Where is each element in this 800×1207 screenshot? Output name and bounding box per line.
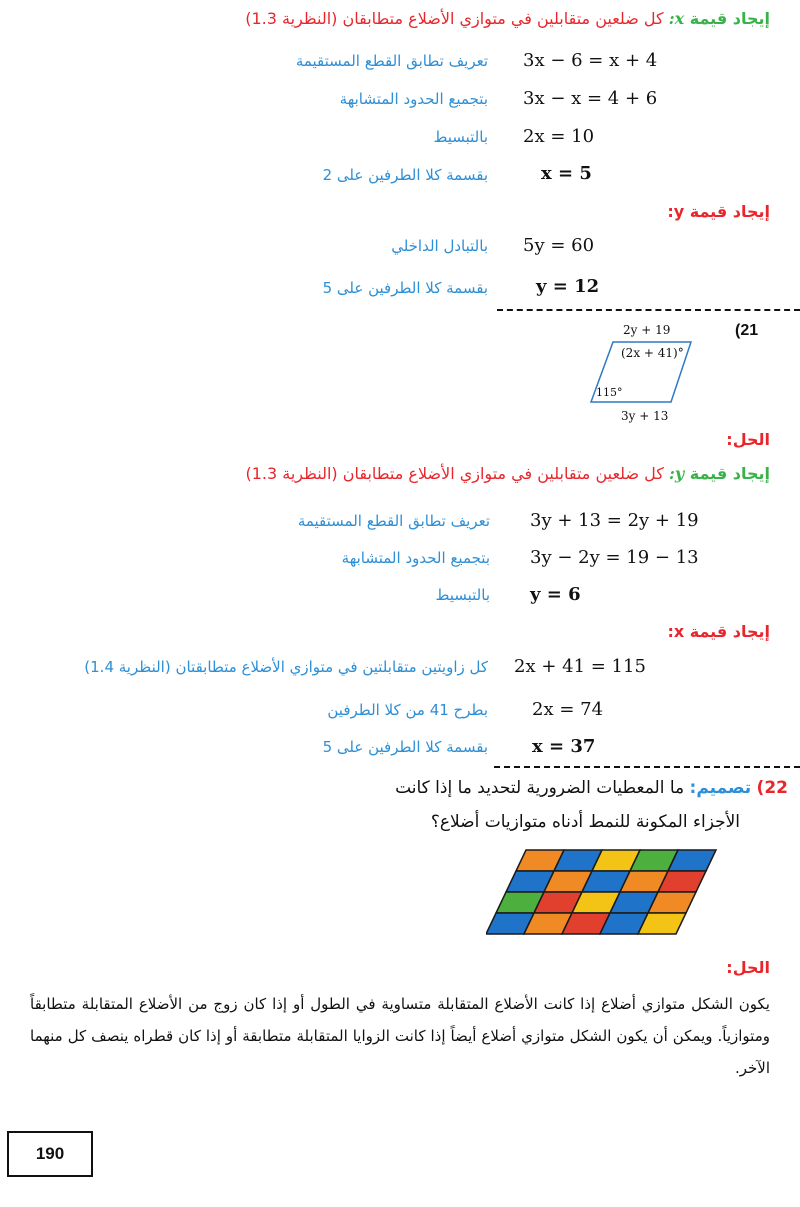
page-number: 190 — [7, 1131, 93, 1177]
equation: y = 12 — [536, 276, 600, 297]
solution-label: الحل: — [726, 430, 770, 449]
equation: x = 37 — [532, 736, 596, 757]
equation: 3x − x = 4 + 6 — [523, 88, 658, 109]
reason: بقسمة كلا الطرفين على 2 — [322, 166, 488, 184]
equation: 2x + 41 = 115 — [514, 656, 646, 677]
header-text: كل ضلعين متقابلين في متوازي الأضلاع متطابقان (النظرية 1.3) — [245, 9, 669, 28]
header-label: إيجاد قيمة — [684, 464, 770, 483]
section-y-header-2 — [245, 464, 770, 483]
label-angle-top-right: (2x + 41)° — [621, 346, 684, 360]
header-var: x: — [668, 9, 685, 28]
question-22-line1 — [395, 778, 788, 798]
question-22-line2: الأجزاء المكونة للنمط أدناه متوازيات أضلاع؟ — [430, 812, 740, 832]
section-x-header — [245, 9, 770, 28]
equation: 3y − 2y = 19 − 13 — [530, 547, 699, 568]
label-bottom: 3y + 13 — [621, 409, 669, 423]
question-topic: تصميم: — [689, 778, 752, 798]
divider — [494, 766, 800, 768]
reason: بطرح 41 من كلا الطرفين — [327, 701, 488, 719]
reason: بتجميع الحدود المتشابهة — [341, 549, 490, 567]
reason: بقسمة كلا الطرفين على 5 — [322, 738, 488, 756]
header-text: كل ضلعين متقابلين في متوازي الأضلاع متطابقان (النظرية 1.3) — [245, 464, 669, 483]
equation: 3x − 6 = x + 4 — [523, 50, 658, 71]
reason: كل زاويتين متقابلتين في متوازي الأضلاع متطابقتان (النظرية 1.4) — [84, 658, 488, 676]
equation: 5y = 60 — [523, 235, 595, 256]
equation: 2x = 74 — [532, 699, 604, 720]
answer-paragraph: يكون الشكل متوازي أضلاع إذا كانت الأضلاع المتقابلة متساوية في الطول أو إذا كان زوج من الأضلاع المتقابلة متطابقاً ومتوازياً. ويمكن أن يكون الشكل متوازي أضلاع أيضاً إذا كانت الزوايا المتقابلة متطابقة أو إذا كان قطراه ينصف كل منهما الآخر. — [30, 995, 770, 1077]
reason: بتجميع الحدود المتشابهة — [339, 90, 488, 108]
reason: تعريف تطابق القطع المستقيمة — [297, 512, 490, 530]
solution-label: الحل: — [726, 958, 770, 977]
equation: y = 6 — [530, 584, 581, 605]
tile-pattern-image — [486, 848, 726, 940]
label-angle-bottom-left: 115° — [596, 386, 623, 399]
question-number: 22) — [756, 778, 788, 798]
reason: تعريف تطابق القطع المستقيمة — [295, 52, 488, 70]
reason: بقسمة كلا الطرفين على 5 — [322, 279, 488, 297]
header-var: y: — [668, 464, 685, 483]
equation: 3y + 13 = 2y + 19 — [530, 510, 699, 531]
equation: x = 5 — [541, 163, 592, 184]
equation: 2x = 10 — [523, 126, 595, 147]
section-y-header: إيجاد قيمة y: — [667, 202, 770, 221]
parallelogram-figure — [585, 316, 705, 428]
divider — [497, 309, 800, 311]
reason: بالتبسيط — [435, 586, 490, 604]
label-top: 2y + 19 — [623, 323, 671, 337]
question-text: ما المعطيات الضرورية لتحديد ما إذا كانت — [395, 778, 690, 798]
header-label: إيجاد قيمة — [684, 9, 770, 28]
reason: بالتبسيط — [433, 128, 488, 146]
section-x-header-2: إيجاد قيمة x: — [667, 622, 770, 641]
question-21-number: (21 — [735, 322, 759, 339]
reason: بالتبادل الداخلي — [391, 237, 488, 255]
